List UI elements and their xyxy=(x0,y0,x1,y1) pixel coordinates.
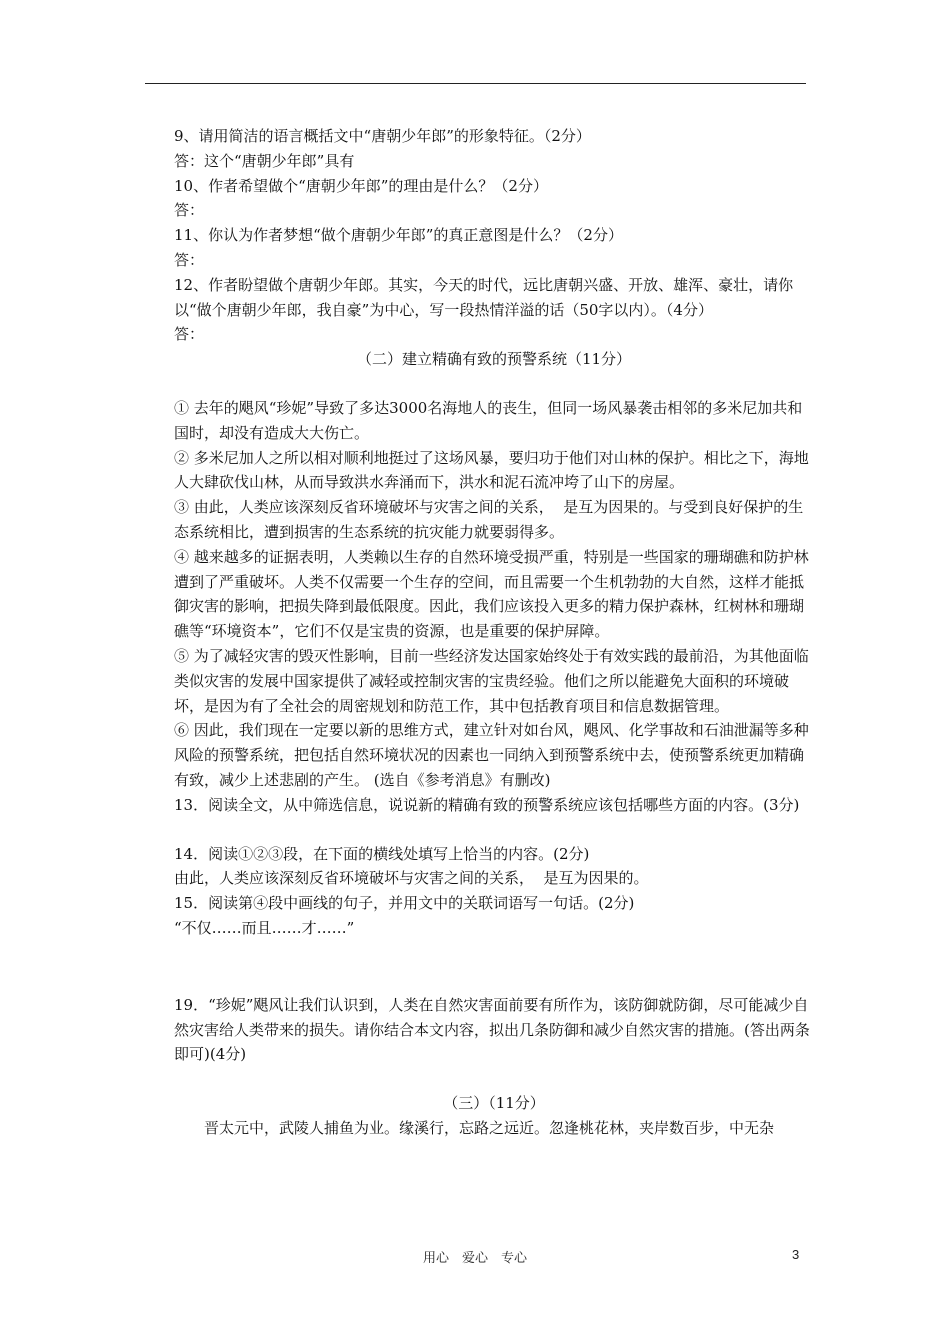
question-14: 14．阅读①②③段，在下面的横线处填写上恰当的内容。(2分) xyxy=(174,844,590,863)
question-11: 11、你认为作者梦想“做个唐朝少年郎”的真正意图是什么？（2分） xyxy=(174,226,623,245)
paragraph-5: ⑤ 为了减轻灾害的毁灭性影响，目前一些经济发达国家始终处于有效实践的最前沿，为其他面临类似灾害的发展中国家提供了减轻或控制灾害的宝贵经验。他们之所以能避免大面积的环境破坏，是因为有了全社会的周密规划和防范工作，其中包括教育项目和信息数据管理。 xyxy=(174,646,809,715)
question-12: 12、作者盼望做个唐朝少年郎。其实，今天的时代，远比唐朝兴盛、开放、雄浑、豪壮，请你以“做个唐朝少年郎，我自豪”为中心，写一段热情洋溢的话（50字以内）。（4分） xyxy=(174,275,794,319)
answer-11: 答： xyxy=(174,250,205,269)
paragraph-4: ④ 越来越多的证据表明，人类赖以生存的自然环境受损严重，特别是一些国家的珊瑚礁和防护林遭到了严重破坏。人类不仅需要一个生存的空间，而且需要一个生机勃勃的大自然，这样才能抵御灾害的影响，把损失降到最低限度。因此，我们应该投入更多的精力保护森林，红树林和珊瑚礁等“环境资本”，它们不仅是宝贵的资源，也是重要的保护屏障。 xyxy=(174,547,809,641)
section-2-title: （二）建立精确有致的预警系统（11分） xyxy=(356,350,632,369)
question-14-line: 由此，人类应该深刻反省环境破坏与灾害之间的关系， 是互为因果的。 xyxy=(174,869,649,888)
paragraph-1: ① 去年的飓风“珍妮”导致了多达3000名海地人的丧生，但同一场风暴袭击相邻的多米尼加共和国时，却没有造成大大伤亡。 xyxy=(174,398,803,442)
question-10: 10、作者希望做个“唐朝少年郎”的理由是什么？（2分） xyxy=(174,176,548,195)
paragraph-3: ③ 由此，人类应该深刻反省环境破坏与灾害之间的关系， 是互为因果的。与受到良好保护的生态系统相比，遭到损害的生态系统的抗灾能力就要弱得多。 xyxy=(174,498,804,541)
question-15: 15．阅读第④段中画线的句子，并用文中的关联词语写一句话。(2分) xyxy=(174,894,635,913)
question-15-hint: “不仅……而且……才……” xyxy=(174,918,355,937)
paragraph-2: ② 多米尼加人之所以相对顺利地挺过了这场风暴，要归功于他们对山林的保护。相比之下，海地人大肆砍伐山林，从而导致洪水奔涌而下，洪水和泥石流冲垮了山下的房屋。 xyxy=(174,448,809,492)
paragraph-6: ⑥ 因此，我们现在一定要以新的思维方式，建立针对如台风，飓风、化学事故和石油泄漏等多种风险的预警系统，把包括自然环境状况的因素也一同纳入到预警系统中去，使预警系统更加精确有致，减少上述悲剧的产生。 (选自《参考消息》有删改) xyxy=(174,721,809,789)
question-13: 13．阅读全文，从中筛选信息，说说新的精确有致的预警系统应该包括哪些方面的内容。(3分) xyxy=(174,795,800,814)
page-number: 3 xyxy=(792,1247,800,1262)
page-content xyxy=(174,124,814,1141)
answer-12: 答： xyxy=(174,325,205,344)
question-9: 9、请用简洁的语言概括文中“唐朝少年郎”的形象特征。（2分） xyxy=(174,127,591,145)
section-3-first-line: 晋太元中，武陵人捕鱼为业。缘溪行，忘路之远近。忽逢桃花林，夹岸数百步，中无杂 xyxy=(204,1118,775,1137)
footer-motto: 用心 爱心 专心 xyxy=(422,1251,527,1266)
question-19: 19．“珍妮”飓风让我们认识到，人类在自然灾害面前要有所作为，该防御就防御，尽可能减少自然灾害给人类带来的损失。请你结合本文内容，拟出几条防御和减少自然灾害的措施。(答出两条即可)(4分) xyxy=(174,995,810,1064)
header-rule xyxy=(145,83,806,84)
answer-9: 答：这个“唐朝少年郎”具有 xyxy=(174,151,355,170)
answer-10: 答： xyxy=(174,201,205,220)
section-3-title: （三）（11分） xyxy=(443,1094,545,1113)
